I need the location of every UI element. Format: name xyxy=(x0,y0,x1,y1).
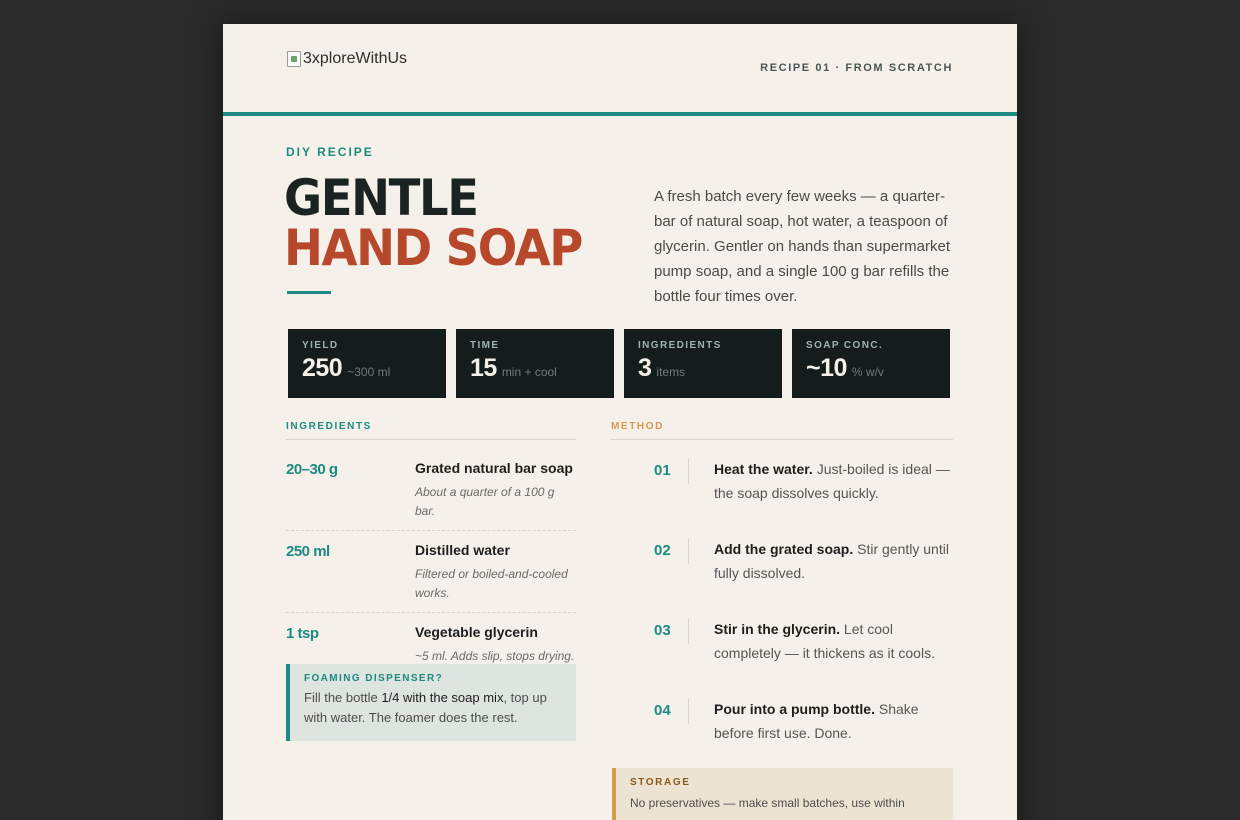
ingredient-note: ~5 ml. Adds slip, stops drying. xyxy=(415,649,575,663)
method-step xyxy=(611,618,953,698)
ingredient-name: Distilled water xyxy=(415,542,510,558)
step-number: 01 xyxy=(654,462,671,479)
storage-heading: STORAGE xyxy=(630,777,691,788)
ingredient-item xyxy=(286,449,576,531)
foaming-tip-callout xyxy=(286,664,576,741)
stat-ingredients xyxy=(624,329,782,398)
tip-text: , top up with water. The foamer does the rest. xyxy=(304,690,547,725)
step-detail: Shake before first use. Done. xyxy=(714,701,919,741)
storage-callout xyxy=(612,768,953,820)
ingredients-list xyxy=(286,449,576,675)
stat-label: SOAP CONC. xyxy=(806,340,884,351)
logo-alt-text: 3xploreWithUs xyxy=(303,50,408,67)
ingredient-name: Vegetable glycerin xyxy=(415,624,538,640)
step-title: Stir in the glycerin. xyxy=(714,621,841,637)
stat-yield xyxy=(288,329,446,398)
step-text xyxy=(714,698,954,745)
recipe-tag: RECIPE 01 · FROM SCRATCH xyxy=(760,62,953,74)
ingredient-quantity: 20–30 g xyxy=(286,461,338,478)
broken-image-icon xyxy=(287,51,301,67)
title-line-2: HAND SOAP xyxy=(284,219,582,277)
stats-row xyxy=(288,329,952,398)
stat-label: TIME xyxy=(470,340,500,351)
method-step xyxy=(611,538,953,618)
ingredients-heading: INGREDIENTS xyxy=(286,421,576,440)
tip-text: Fill the bottle xyxy=(304,690,382,705)
kicker: DIY RECIPE xyxy=(286,145,374,159)
step-divider xyxy=(688,538,689,564)
step-text xyxy=(714,458,954,505)
ingredient-quantity: 1 tsp xyxy=(286,625,319,642)
stat-value: 15 xyxy=(470,354,497,382)
page-title xyxy=(284,169,582,277)
stat-unit: min + cool xyxy=(501,365,557,379)
recipe-page xyxy=(223,24,1017,820)
intro-paragraph: A fresh batch every few weeks — a quarter-bar of natural soap, hot water, a teaspoon of glycerin. Gentler on hands than supermarket pump soap, and a single 100 g bar refills the bottle four times over. xyxy=(654,188,950,305)
method-heading: METHOD xyxy=(611,421,953,440)
method-step xyxy=(611,458,953,538)
page-header xyxy=(223,24,1017,116)
step-detail: Let cool completely — it thickens as it cools. xyxy=(714,621,935,661)
step-detail: Stir gently until fully dissolved. xyxy=(714,541,949,581)
step-number: 02 xyxy=(654,542,671,559)
tip-heading: FOAMING DISPENSER? xyxy=(304,673,444,684)
stat-unit: ~300 ml xyxy=(347,365,391,379)
step-text xyxy=(714,538,954,585)
title-underline xyxy=(287,291,331,294)
stat-unit: % w/v xyxy=(851,365,884,379)
stat-label: INGREDIENTS xyxy=(638,340,722,351)
ingredient-name: Grated natural bar soap xyxy=(415,460,573,476)
step-title: Pour into a pump bottle. xyxy=(714,701,875,717)
logo[interactable] xyxy=(287,50,407,68)
step-divider xyxy=(688,458,689,484)
method-step xyxy=(611,698,953,778)
stat-time xyxy=(456,329,614,398)
ingredient-note: About a quarter of a 100 g bar. xyxy=(415,485,555,518)
step-text xyxy=(714,618,954,665)
stat-label: YIELD xyxy=(302,340,339,351)
step-number: 03 xyxy=(654,622,671,639)
stat-value: 3 xyxy=(638,354,652,382)
step-title: Add the grated soap. xyxy=(714,541,854,557)
ingredient-note: Filtered or boiled-and-cooled works. xyxy=(415,567,568,600)
stat-soap-concentration xyxy=(792,329,950,398)
stat-unit: items xyxy=(656,365,686,379)
step-divider xyxy=(688,618,689,644)
tip-body xyxy=(304,688,562,728)
step-number: 04 xyxy=(654,702,671,719)
storage-body: No preservatives — make small batches, use within xyxy=(630,796,905,810)
step-title: Heat the water. xyxy=(714,461,813,477)
tip-emphasis: 1/4 with the soap mix xyxy=(381,690,504,705)
stat-value: ~10 xyxy=(806,354,847,382)
step-detail: Just-boiled is ideal — the soap dissolves quickly. xyxy=(714,461,950,501)
ingredient-item xyxy=(286,531,576,613)
title-line-1: GENTLE xyxy=(284,169,478,227)
method-steps xyxy=(611,458,953,778)
step-divider xyxy=(688,698,689,724)
stat-value: 250 xyxy=(302,354,343,382)
ingredient-quantity: 250 ml xyxy=(286,543,330,560)
